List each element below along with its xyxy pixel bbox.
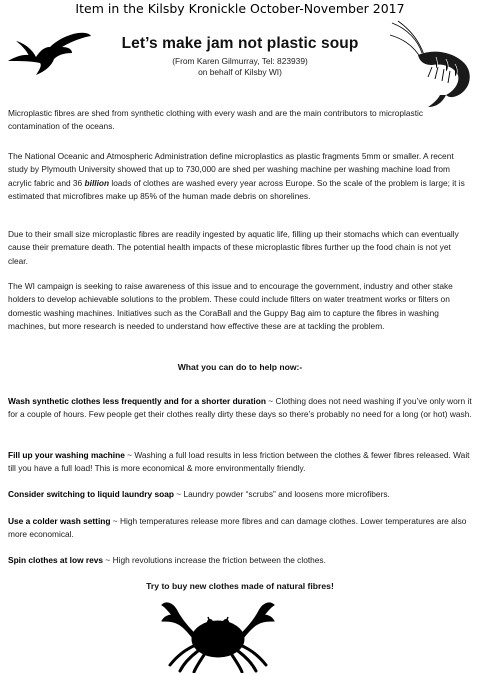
statistics-paragraph: [8, 150, 472, 204]
intro-paragraph: Microplastic fibres are shed from synthetic clothing with every wash and are the main contributors to microplastic contamination of the oceans.: [8, 108, 424, 132]
tip-title: Wash synthetic clothes less frequently and for a shorter duration: [8, 396, 266, 406]
tip-text: ~ Laundry powder “scrubs” and loosens more microfibers.: [173, 489, 390, 499]
tip-item: [8, 488, 472, 501]
tip-title: Consider switching to liquid laundry soap: [8, 489, 174, 499]
tip-text: ~ High revolutions increase the friction between the clothes.: [103, 555, 326, 565]
impact-paragraph: Due to their small size microplastic fibres are readily ingested by aquatic life, filling up their stomachs which can eventually cause their premature death. The potential health impacts of these microplastic fibres further up the food chain is not yet clear.: [8, 229, 459, 266]
help-heading: What you can do to help now:-: [177, 362, 303, 372]
tip-title: Use a colder wash setting: [8, 516, 111, 526]
tip-text: ~ Washing a full load results in less friction between the clothes & fewer fibres released. Wait till you have a full load! This is more economical & more environmentally friendly.: [8, 450, 470, 474]
billion-emphasis: billion: [84, 177, 110, 188]
campaign-paragraph: The WI campaign is seeking to raise awareness of this issue and to encourage the government, industry and other stake holders to develop achievable solutions to the problem. These could include filters on water treatment works or filters on domestic washing machines. Initiatives such as the CoraBall and the Guppy Bag aim to capture the fibres in washing machines, but more research is needed to understand how effective these are at tackling the problem.: [8, 281, 453, 332]
tip-title: Fill up your washing machine: [8, 450, 125, 460]
tip-item: [8, 449, 472, 476]
shrimp-icon: [388, 19, 474, 109]
statistics-text-a: The National Oceanic and Atmospheric Administration define microplastics as plastic fragments 5mm or smaller. A recent study by Plymouth University showed that up to 730,000 are shed per washing machine per washing machine load from acrylic fabric and 36: [8, 151, 454, 188]
author-byline: (From Karen Gilmurray, Tel: 823939): [172, 56, 308, 66]
tip-item: [8, 515, 472, 542]
tip-text: ~ Clothing does not need washing if you’ve only worn it for a couple of hours. Few people get their clothes really dirty these days so there’s probably no need for a long (or hot) wash.: [8, 396, 472, 420]
article-title: Let’s make jam not plastic soup: [121, 35, 359, 52]
tip-item: [8, 395, 472, 422]
organisation-line: on behalf of Kilsby WI): [198, 67, 282, 77]
tip-item: [8, 554, 472, 567]
closing-line: Try to buy new clothes made of natural fibres!: [146, 581, 334, 591]
crab-icon: [158, 595, 278, 673]
document-page: [0, 17, 480, 675]
statistics-text-b: loads of clothes are washed every year across Europe. So the scale of the problem is large; it is estimated that microfibres make up 85% of the human made debris on shorelines.: [8, 177, 465, 202]
tip-text: ~ High temperatures release more fibres and can damage clothes. Lower temperatures are also more economical.: [8, 516, 467, 540]
page-banner: Item in the Kilsby Kronickle October-November 2017: [75, 1, 405, 16]
tip-title: Spin clothes at low revs: [8, 555, 104, 565]
